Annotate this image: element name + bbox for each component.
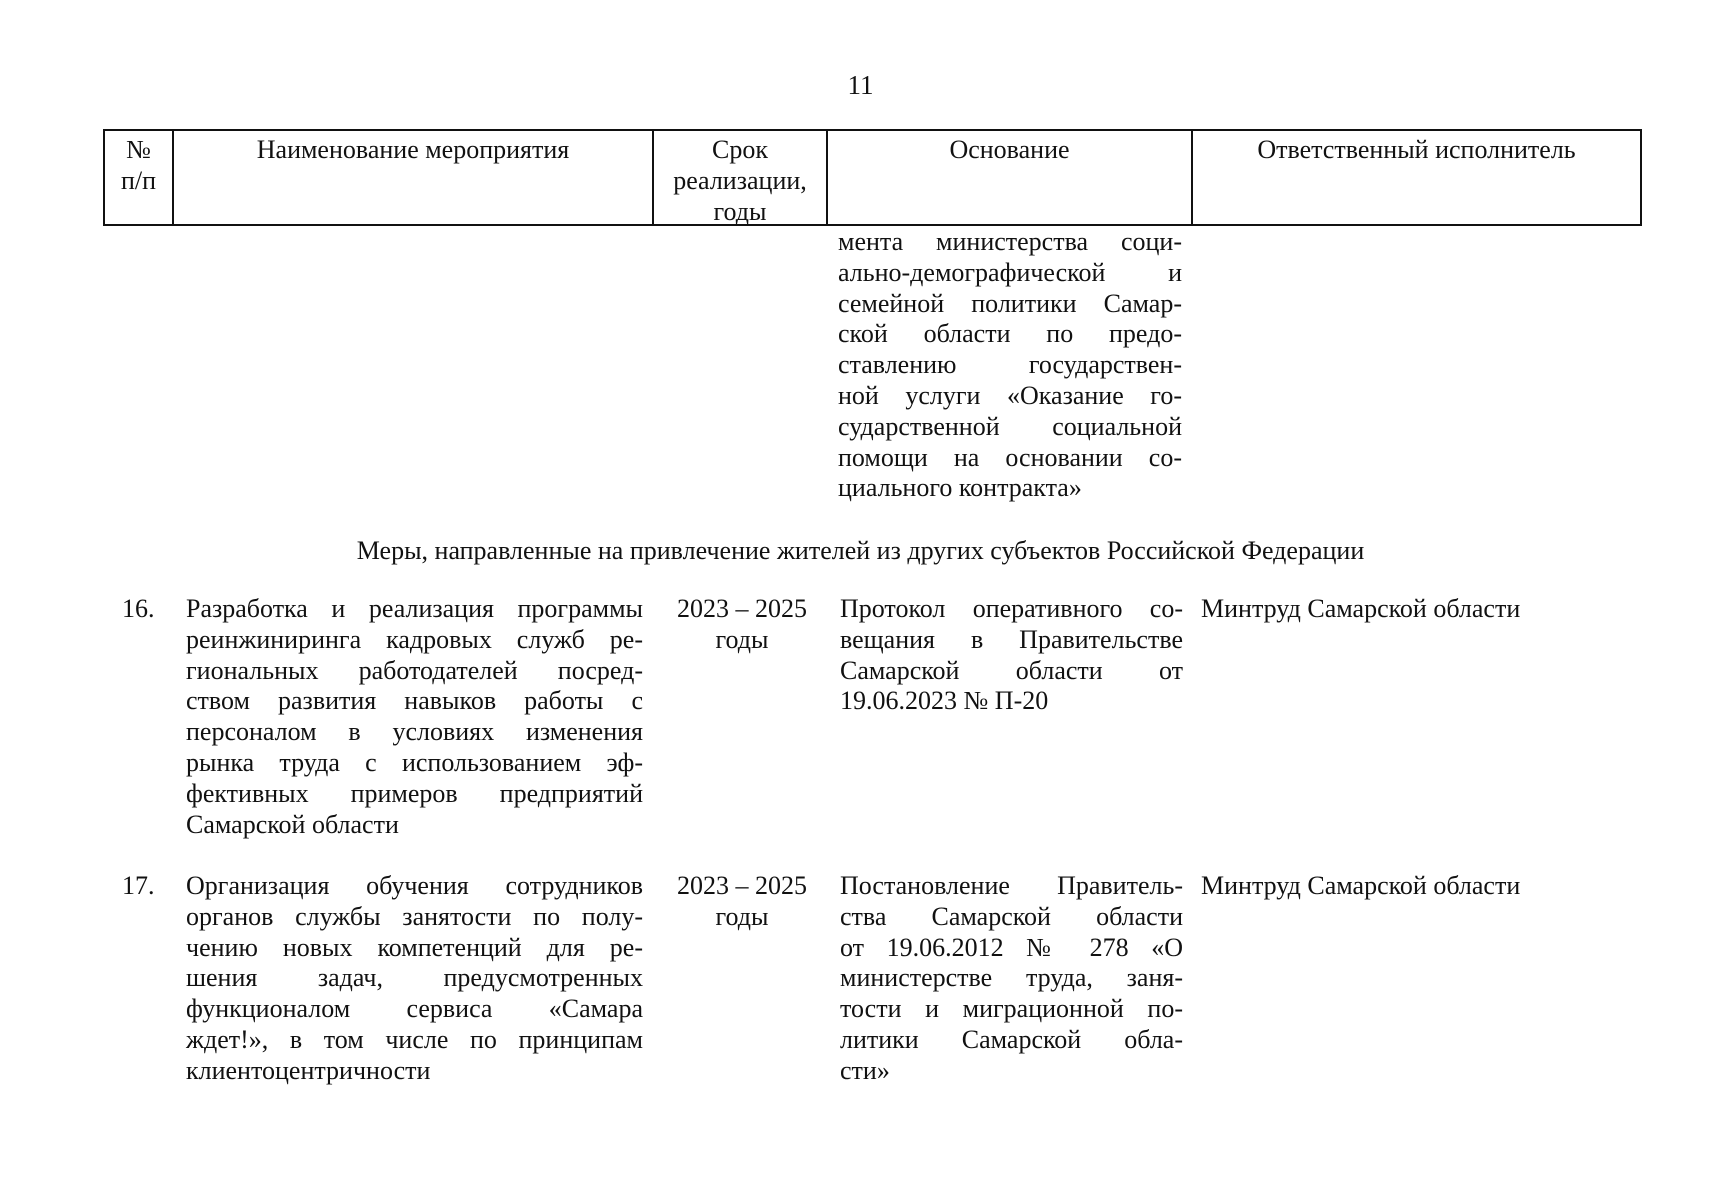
header-col-name: Наименование мероприятия <box>174 131 654 224</box>
text-line: функционалом сервиса «Самара <box>186 994 643 1024</box>
row-term <box>662 594 822 656</box>
text-line: Самарской области от <box>840 655 1183 685</box>
row-executor: Минтруд Самарской области <box>1201 871 1521 900</box>
text-line: 2023 – 2025 <box>677 871 807 900</box>
row-number: 16. <box>122 594 155 623</box>
text-line: Самарской области <box>186 809 399 839</box>
text-line: сти» <box>840 1055 890 1085</box>
section-heading: Меры, направленные на привлечение жителей из других субъектов Российской Федерации <box>356 536 1365 565</box>
text-line: вещания в Правительстве <box>840 624 1183 654</box>
text-line: персоналом в условиях изменения <box>186 717 643 747</box>
text-line: реинжиниринга кадровых служб ре- <box>186 624 643 654</box>
header-col-term: Срок реализации, годы <box>654 131 828 224</box>
row-term <box>662 871 822 933</box>
text-line: клиентоцентричности <box>186 1055 431 1085</box>
text-line: ставлению государствен- <box>838 350 1182 380</box>
page-number: 11 <box>847 70 874 100</box>
text-line: литики Самарской обла- <box>840 1024 1183 1054</box>
text-line: мента министерства соци- <box>838 227 1182 256</box>
text-line: годы <box>715 901 769 931</box>
row-activity-name <box>186 871 643 1087</box>
text-line: ской области по предо- <box>838 319 1182 349</box>
text-line: годы <box>715 624 769 654</box>
text-line: рынка труда с использованием эф- <box>186 747 643 777</box>
text-line: Протокол оперативного со- <box>840 594 1183 623</box>
table-header <box>103 129 1642 226</box>
text-line: шения задач, предусмотренных <box>186 963 643 993</box>
text-line: от 19.06.2012 № 278 «О <box>840 932 1183 962</box>
row-activity-name <box>186 594 643 840</box>
row-basis <box>840 871 1183 1087</box>
continuation-basis-text <box>838 227 1182 504</box>
text-line: помощи на основании со- <box>838 442 1182 472</box>
text-line: гиональных работодателей посред- <box>186 655 643 685</box>
header-col-number: № п/п <box>105 131 174 224</box>
row-executor: Минтруд Самарской области <box>1201 594 1521 623</box>
text-line: 2023 – 2025 <box>677 594 807 623</box>
text-line: Разработка и реализация программы <box>186 594 643 623</box>
text-line: семейной политики Самар- <box>838 288 1182 318</box>
text-line: сударственной социальной <box>838 411 1182 441</box>
header-col-executor: Ответственный исполнитель <box>1257 135 1576 164</box>
text-line: ства Самарской области <box>840 901 1183 931</box>
header-col-basis: Основание <box>828 131 1193 224</box>
text-line: ждет!», в том числе по принципам <box>186 1024 643 1054</box>
row-number: 17. <box>122 871 155 900</box>
text-line: ально-демографической и <box>838 257 1182 287</box>
text-line: чению новых компетенций для ре- <box>186 932 643 962</box>
text-line: ной услуги «Оказание го- <box>838 380 1182 410</box>
text-line: тости и миграционной по- <box>840 994 1183 1024</box>
text-line: Постановление Правитель- <box>840 871 1183 900</box>
text-line: фективных примеров предприятий <box>186 778 643 808</box>
text-line: органов службы занятости по полу- <box>186 901 643 931</box>
row-basis <box>840 594 1183 717</box>
text-line: 19.06.2023 № П-20 <box>840 686 1049 716</box>
text-line: циального контракта» <box>838 473 1082 503</box>
text-line: Организация обучения сотрудников <box>186 871 643 900</box>
text-line: министерстве труда, заня- <box>840 963 1183 993</box>
text-line: ством развития навыков работы с <box>186 686 643 716</box>
